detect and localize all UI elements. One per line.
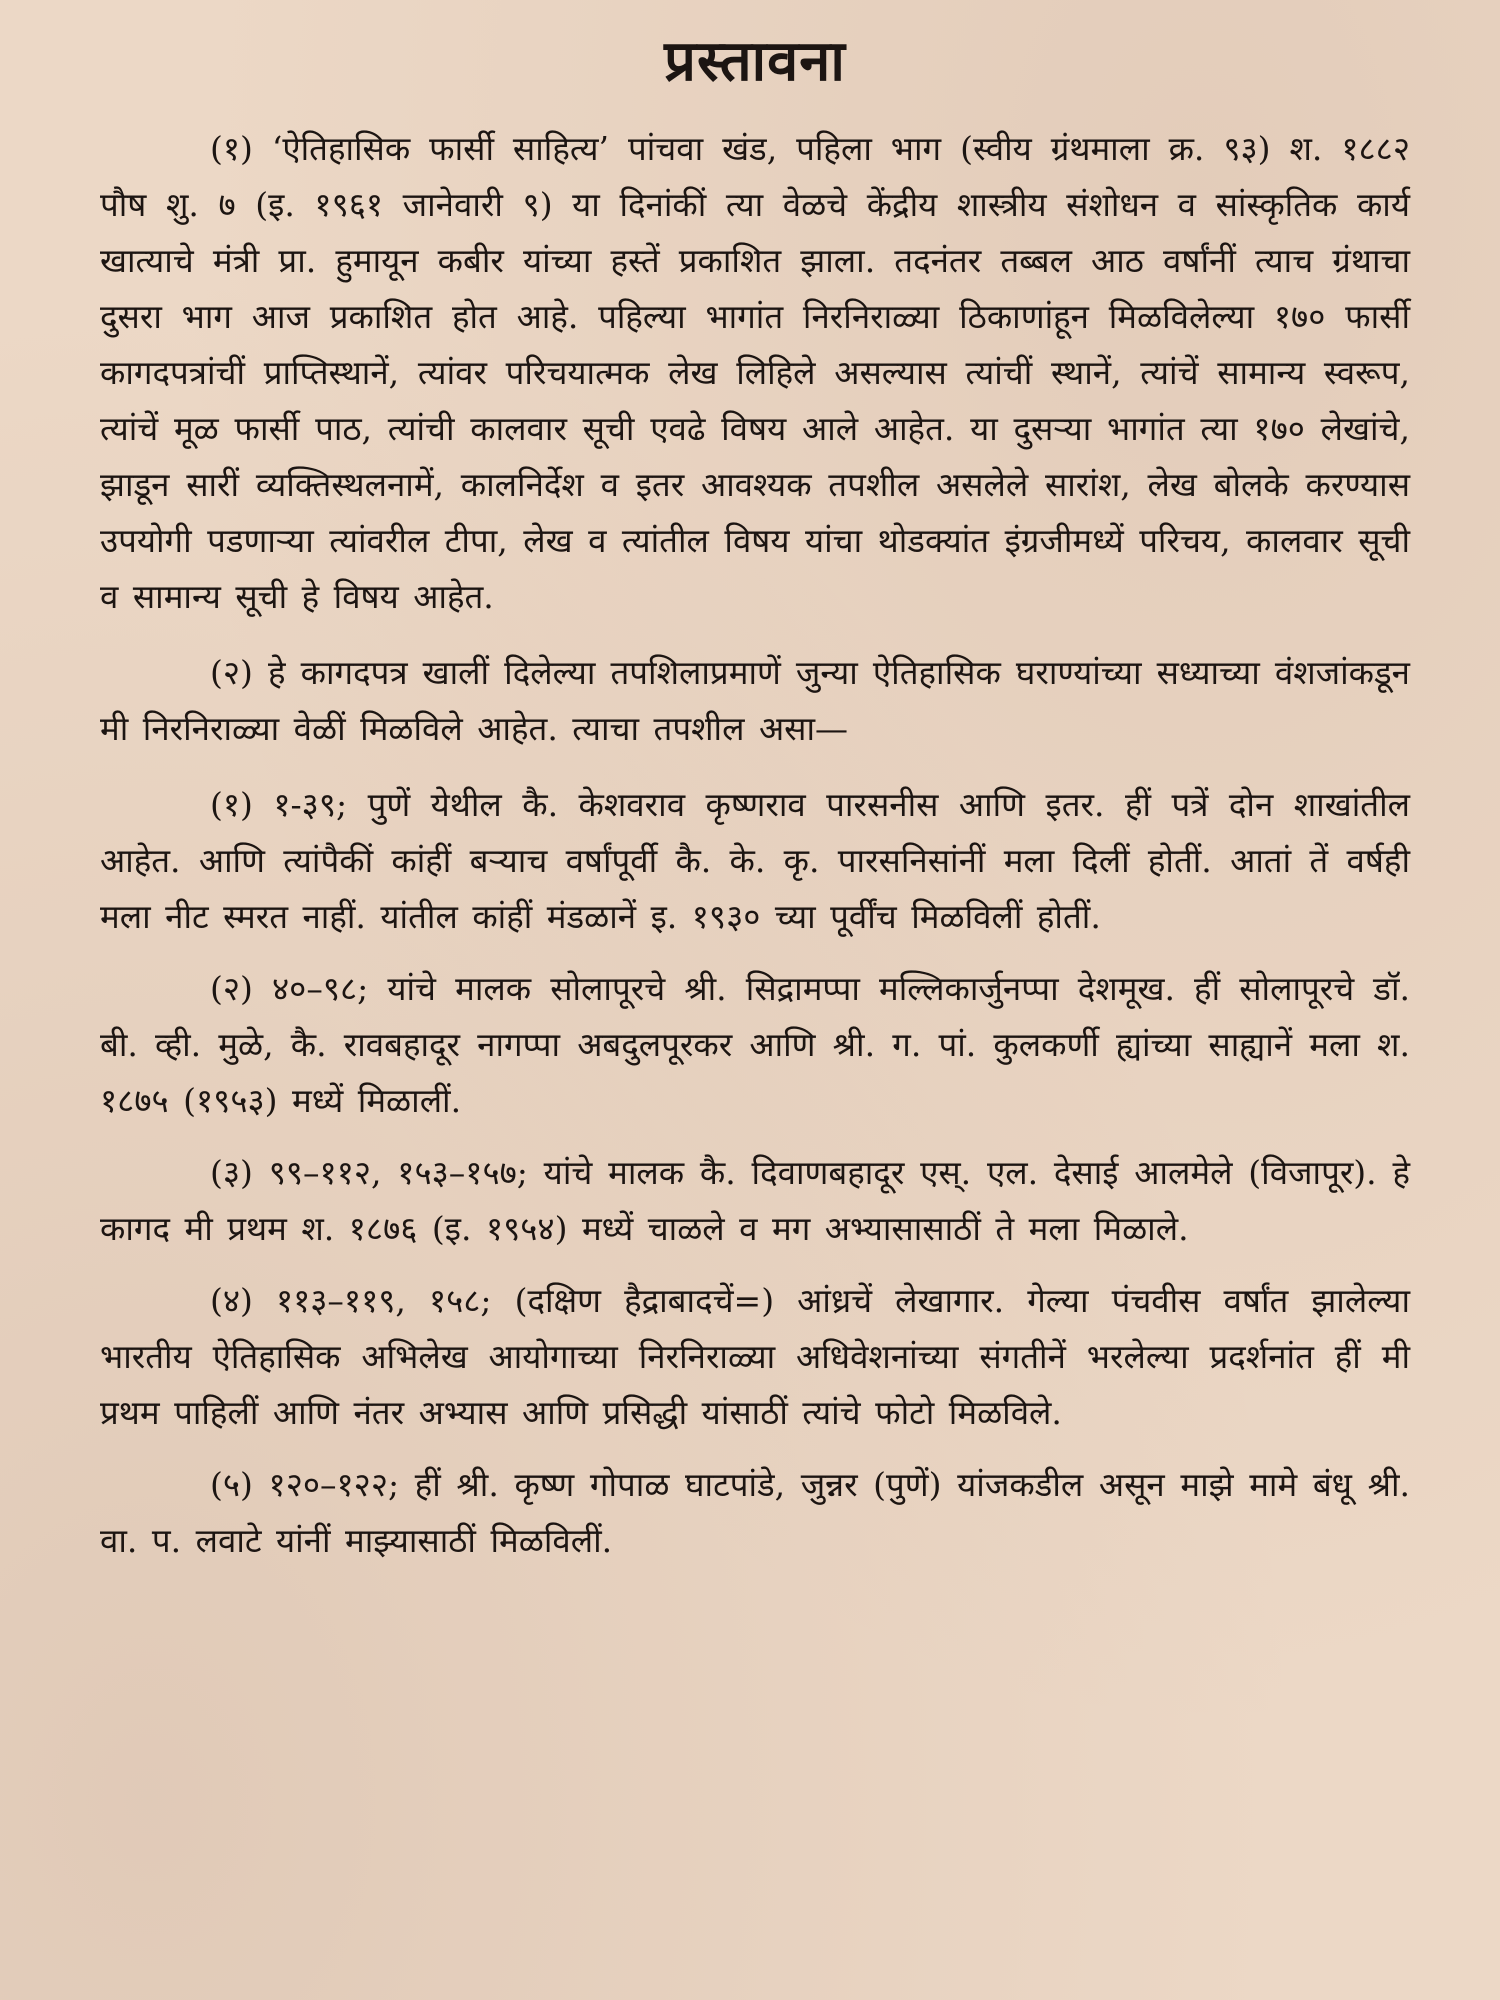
page-title: प्रस्तावना: [664, 29, 846, 94]
paragraph-source-2: (२) ४०–९८; यांचे मालक सोलापूरचे श्री. सिद्रामप्पा मल्लिकार्जुनप्पा देशमूख. हीं सोलापूरचे डॉ. बी. व्ही. मुळे, कै. रावबहादूर नागप्पा अबदुलपूरकर आणि श्री. ग. पां. कुलकर्णी ह्यांच्या साह्यानें मला श. १८७५ (१९५३) मध्यें मिळालीं.: [100, 969, 1410, 1121]
paragraph-source-4: (४) ११३–११९, १५८; (दक्षिण हैद्राबादचें=) आंध्रचें लेखागार. गेल्या पंचवीस वर्षांत झालेल्या भारतीय ऐतिहासिक अभिलेख आयोगाच्या निरनिराळ्या अधिवेशनांच्या संगतीनें भरलेल्या प्रदर्शनांत हीं मी प्रथम पाहिलीं आणि नंतर अभ्यास आणि प्रसिद्धी यांसाठीं त्यांचे फोटो मिळविले.: [100, 1281, 1410, 1433]
paragraph-intro: (१) ‘ऐतिहासिक फार्सी साहित्य’ पांचवा खंड, पहिला भाग (स्वीय ग्रंथमाला क्र. ९३) श. १८८२ पौष शु. ७ (इ. १९६१ जानेवारी ९) या दिनांकीं त्या वेळचे केंद्रीय शास्त्रीय संशोधन व सांस्कृतिक कार्य खात्याचे मंत्री प्रा. हुमायून कबीर यांच्या हस्तें प्रकाशित झाला. तदनंतर तब्बल आठ वर्षांनीं त्याच ग्रंथाचा दुसरा भाग आज प्रकाशित होत आहे. पहिल्या भागांत निरनिराळ्या ठिकाणांहून मिळविलेल्या १७० फार्सी कागदपत्रांचीं प्राप्तिस्थानें, त्यांवर परिचयात्मक लेख लिहिले असल्यास त्यांचीं स्थानें, त्यांचें सामान्य स्वरूप, त्यांचें मूळ फार्सी पाठ, त्यांची कालवार सूची एवढे विषय आले आहेत. या दुसऱ्या भागांत त्या १७० लेखांचे, झाडून सारीं व्यक्तिस्थलनामें, कालनिर्देश व इतर आवश्यक तपशील असलेले सारांश, लेख बोलके करण्यास उपयोगी पडणाऱ्या त्यांवरील टीपा, लेख व त्यांतील विषय यांचा थोडक्यांत इंग्रजीमध्यें परिचय, कालवार सूची व सामान्य सूची हे विषय आहेत.: [100, 129, 1410, 617]
paragraph-source-1: (१) १-३९; पुणें येथील कै. केशवराव कृष्णराव पारसनीस आणि इतर. हीं पत्रें दोन शाखांतील आहेत. आणि त्यांपैकीं कांहीं बऱ्याच वर्षांपूर्वी कै. के. कृ. पारसनिसांनीं मला दिलीं होतीं. आतां तें वर्षही मला नीट स्मरत नाहीं. यांतील कांहीं मंडळानें इ. १९३० च्या पूर्वींच मिळविलीं होतीं.: [100, 785, 1410, 937]
paragraph-source-overview: (२) हे कागदपत्र खालीं दिलेल्या तपशिलाप्रमाणें जुन्या ऐतिहासिक घराण्यांच्या सध्याच्या वंशजांकडून मी निरनिराळ्या वेळीं मिळविले आहेत. त्याचा तपशील असा—: [100, 653, 1410, 749]
paragraph-source-5: (५) १२०–१२२; हीं श्री. कृष्ण गोपाळ घाटपांडे, जुन्नर (पुणें) यांजकडील असून माझे मामे बंधू श्री. वा. प. लवाटे यांनीं माझ्यासाठीं मिळविलीं.: [100, 1465, 1410, 1561]
paragraph-source-3: (३) ९९–११२, १५३–१५७; यांचे मालक कै. दिवाणबहादूर एस्. एल. देसाई आलमेले (विजापूर). हे कागद मी प्रथम श. १८७६ (इ. १९५४) मध्यें चाळले व मग अभ्यासासाठीं ते मला मिळाले.: [100, 1153, 1410, 1249]
